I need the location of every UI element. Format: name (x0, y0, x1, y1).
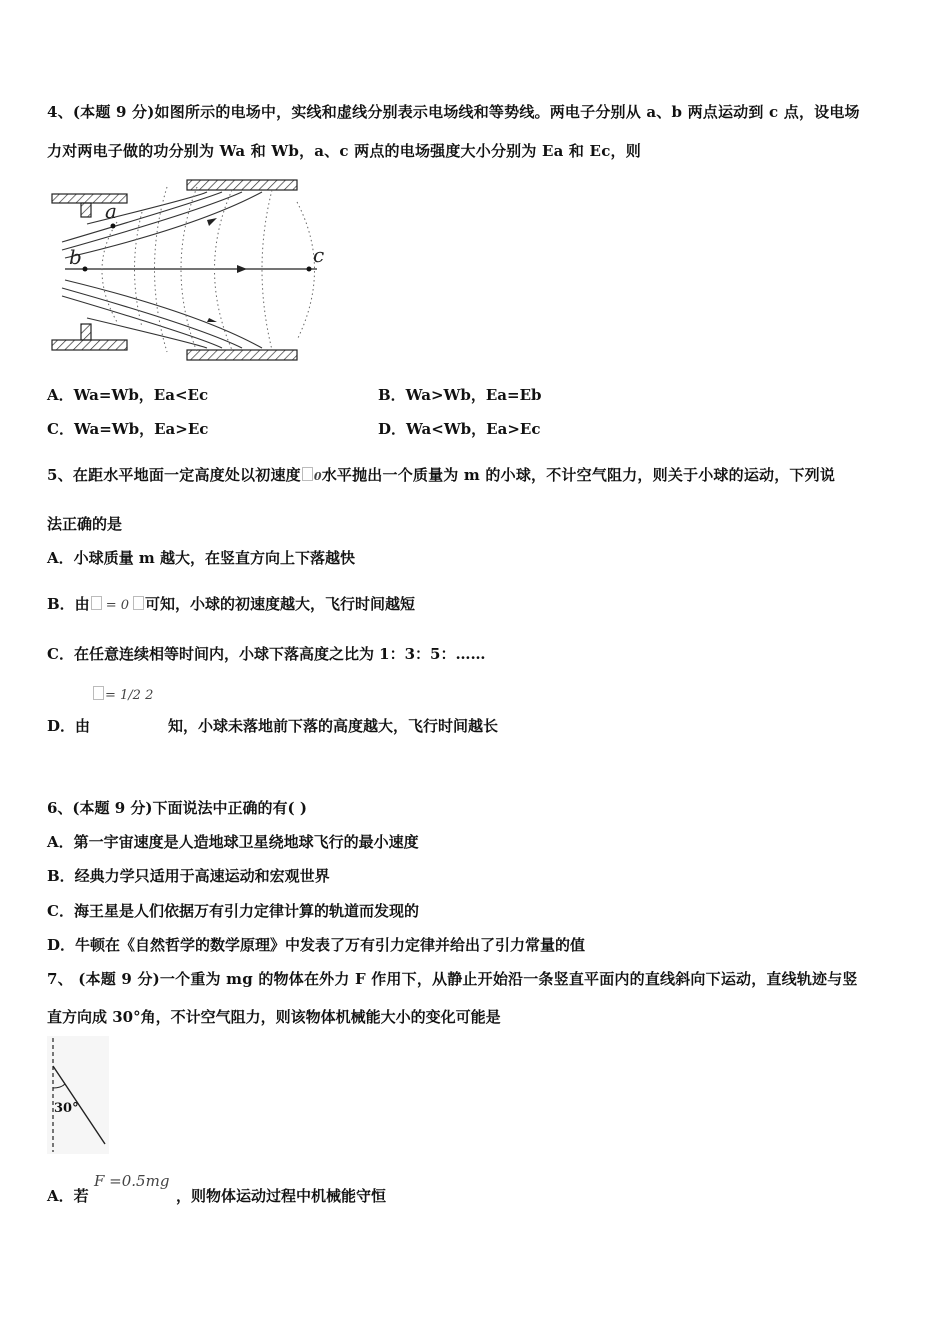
electric-field-figure (47, 172, 337, 364)
q4-stem-line2: 力对两电子做的功分别为 Wa 和 Wb，a、c 两点的电场强度大小分别为 Ea 和 Ec，则 (47, 142, 641, 160)
q5-option-b-formula: = 0 (105, 598, 129, 613)
q5-d-formula-text: = 1/2 2 (105, 688, 154, 703)
q7-option-a-pre[interactable]: A．若 (47, 1187, 89, 1205)
q6-option-c[interactable]: C．海王星是人们依据万有引力定律计算的轨道而发现的 (47, 902, 419, 920)
missing-glyph-icon (133, 596, 144, 610)
q5-option-d-pre[interactable]: D．由 (47, 717, 91, 735)
q5-option-a[interactable]: A．小球质量 m 越大，在竖直方向上下落越快 (47, 549, 355, 567)
q7-stem-line2: 直方向成 30°角，不计空气阻力，则该物体机械能大小的变化可能是 (47, 1008, 501, 1026)
q4-option-a[interactable]: A．Wa=Wb，Ea<Ec (47, 386, 209, 404)
q5-stem-pre: 5、在距水平地面一定高度处以初速度 (47, 466, 301, 484)
q5-v0-subscript: 0 (313, 470, 322, 483)
fig-label-b: b (69, 245, 82, 269)
q5-option-b-post: 可知，小球的初速度越大，飞行时间越短 (144, 595, 415, 613)
q7-option-a-formula: F =0.5mg (94, 1172, 170, 1190)
missing-glyph-icon (91, 596, 102, 610)
missing-glyph-icon (302, 467, 313, 481)
fig-label-c: c (313, 243, 325, 267)
q6-option-a[interactable]: A．第一宇宙速度是人造地球卫星绕地球飞行的最小速度 (47, 833, 419, 851)
q6-option-d[interactable]: D．牛顿在《自然哲学的数学原理》中发表了万有引力定律并给出了引力常量的值 (47, 936, 586, 954)
q4-option-d[interactable]: D．Wa<Wb，Ea>Ec (378, 420, 541, 438)
q5-stem-line2: 法正确的是 (47, 515, 123, 533)
fig-angle-label: 30° (54, 1101, 79, 1116)
q5-stem-post: 水平抛出一个质量为 m 的小球，不计空气阻力，则关于小球的运动，下列说 (321, 466, 836, 484)
fig-label-a: a (105, 199, 117, 223)
q5-stem-line1 (47, 464, 835, 485)
q5-option-c[interactable]: C．在任意连续相等时间内，小球下落高度之比为 1：3：5：…… (47, 645, 486, 663)
q7-option-a-post: ，则物体运动过程中机械能守恒 (176, 1187, 387, 1205)
q5-option-d-post: 知，小球未落地前下落的高度越大，飞行时间越长 (168, 717, 499, 735)
q5-option-b-pre: B．由 (47, 595, 90, 613)
q7-stem-line1: 7、 (本题 9 分)一个重为 mg 的物体在外力 F 作用下，从静止开始沿一条竖直平面内的直线斜向下运动，直线轨迹与竖 (47, 970, 858, 988)
q6-stem: 6、(本题 9 分)下面说法中正确的有( ) (47, 799, 307, 817)
q5-option-b[interactable] (47, 593, 415, 614)
q4-option-b[interactable]: B．Wa>Wb，Ea=Eb (378, 386, 542, 404)
q5-option-d-formula (92, 686, 153, 703)
q6-option-b[interactable]: B．经典力学只适用于高速运动和宏观世界 (47, 867, 330, 885)
q4-option-c[interactable]: C．Wa=Wb，Ea>Ec (47, 420, 209, 438)
incline-angle-figure (47, 1036, 109, 1154)
missing-glyph-icon (93, 686, 104, 700)
q4-stem-line1: 4、(本题 9 分)如图所示的电场中，实线和虚线分别表示电场线和等势线。两电子分别从 a、b 两点运动到 c 点，设电场 (47, 103, 860, 121)
